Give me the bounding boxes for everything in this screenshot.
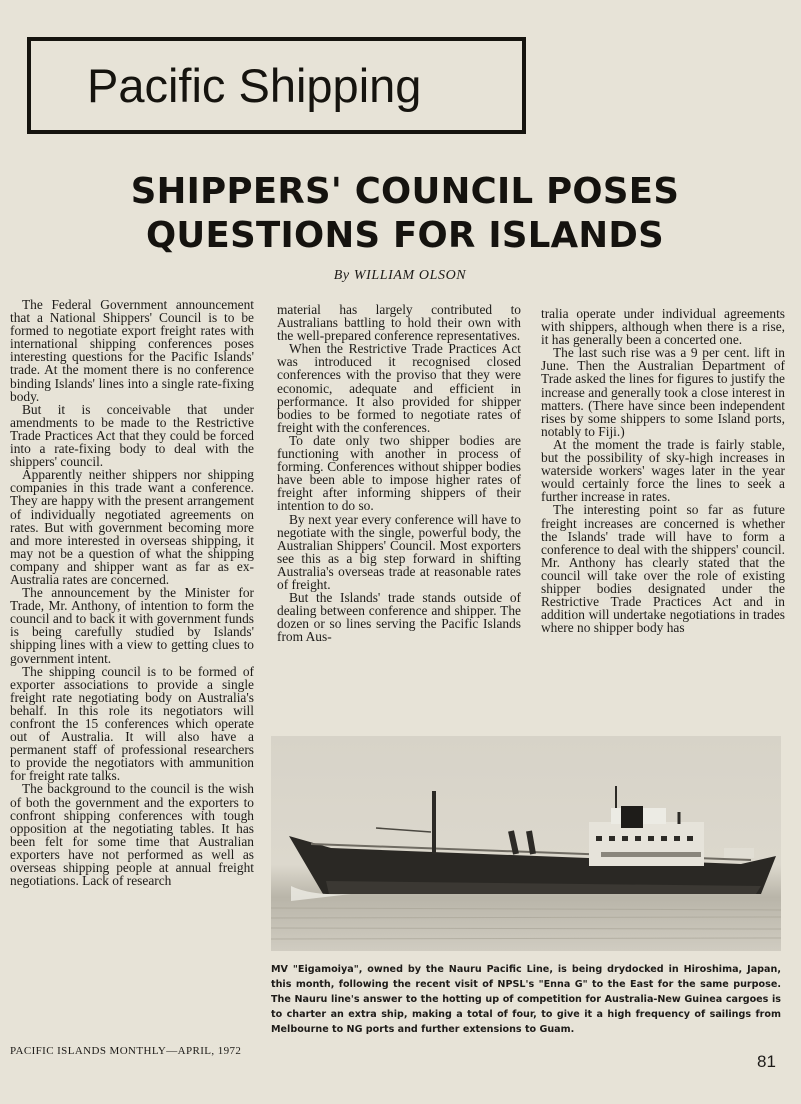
ship-illustration [271,736,781,951]
paragraph: But the Islands' trade stands outside of dealing between conference and shipper. The dozen or so lines serving the Pacific Islands from Aus- [277,590,521,645]
paragraph: material has largely contributed to Australians battling to hold their own with the well-prepared conference representatives. [277,302,521,344]
paragraph: The interesting point so far as future freight increases are concerned is whether the Islands' trade will have to form a conference to deal with the shippers' council. Mr. Anthony has clearly stated that the council will take over the role of existing shipper bodies designated under the Restrictive Trade Practices Act and in addition will undertake negotiations in trades where no shipper body has [541,502,785,636]
paragraph: By next year every conference will have to negotiate with the single, powerful body, the Australian Shippers' Council. Most exporters see this as a big step forward in shifting Australia's overseas trade at reasonable rates of freight. [277,511,521,592]
article-column-3 [541,307,785,727]
paragraph: The last such rise was a 9 per cent. lift in June. Then the Australian Department of Trade asked the lines for figures to justify the increase and generally took a close interest in matters. (There have since been independent rises by some shippers to some Island ports, notably to Fiji.) [541,345,785,439]
masthead-box [27,37,526,134]
headline [100,170,710,258]
paragraph: But it is conceivable that under amendments to be made to the Restrictive Trade Practices Act that they could be forced into a rate-fixing body to deal with the shippers' council. [10,401,254,470]
paragraph: At the moment the trade is fairly stable, but the possibility of sky-high increases in waterside workers' wages later in the year would certainly force the lines to seek a further increase in rates. [541,436,785,505]
headline-line-2: QUESTIONS FOR ISLANDS [145,215,665,256]
publication-footer: PACIFIC ISLANDS MONTHLY—APRIL, 1972 [10,1045,242,1057]
paragraph: The Federal Government announcement that a National Shippers' Council is to be formed to negotiate export freight rates with international shipping conferences poses interesting questions for the Pacific Islands' trade. At the moment there is no conference binding Islands' lines into a single rate-fixing body. [10,297,254,404]
paragraph: To date only two shipper bodies are functioning with another in process of forming. Conferences without shipper bodies have been able to impose higher rates of freight after informing shippers of their intention to do so. [277,432,521,514]
article-column-1 [10,298,254,1038]
paragraph: tralia operate under individual agreements with shippers, although when there is a rise, it has generally been a concerted one. [541,306,785,348]
paragraph: When the Restrictive Trade Practices Act was introduced it recognised closed conferences with the proviso that they were economic, adequate and efficient in performance. It also provided for shipper bodies to be formed to negotiate rates of freight with the conferences. [277,341,521,435]
byline: By WILLIAM OLSON [333,268,467,283]
paragraph: Apparently neither shippers nor shipping companies in this trade want a conference. They are happy with the present arrangement of individually negotiated agreements on rates. But with government becoming more and more interested in overseas shipping, it may not be a question of what the shipping company and shipper want as far as ex-Australia rates are concerned. [10,467,254,587]
paragraph: The announcement by the Minister for Trade, Mr. Anthony, of intention to form the council and to back it with government funds is being carefully studied by Islands' shipping lines with a view to getting clues to government intent. [10,585,254,666]
headline-line-1: SHIPPERS' COUNCIL POSES [130,171,680,212]
article-column-2 [277,303,521,723]
photo-caption: MV "Eigamoiya", owned by the Nauru Pacific Line, is being drydocked in Hiroshima, Japan, this month, following the recent visit of NPSL's "Enna G" to the East for the same purpose. The Nauru line's answer to the hotting up of competition for Australia-New Guinea cargoes is to charter an extra ship, making a total of four, to give it a high frequency of sailings from Melbourne to NG ports and further extensions to Guam. [271,964,781,1035]
page-number: 81 [757,1052,776,1071]
paragraph: The background to the council is the wish of both the government and the exporters to confront shipping conferences with tough opposition at the negotiating tables. It has been felt for some time that Australian exporters have not performed as well as overseas shipping people at annual freight negotiations. Lack of research [10,781,254,889]
masthead-title: Pacific Shipping [87,59,422,112]
paragraph: The shipping council is to be formed of exporter associations to provide a single freight rate negotiating body on Australia's behalf. In this role its negotiators will confront the 15 conferences which operate out of Australia. It will also have a permanent staff of professional researchers to provide the negotiators with ammunition for freight rate talks. [10,663,254,784]
ship-photo [271,736,781,951]
